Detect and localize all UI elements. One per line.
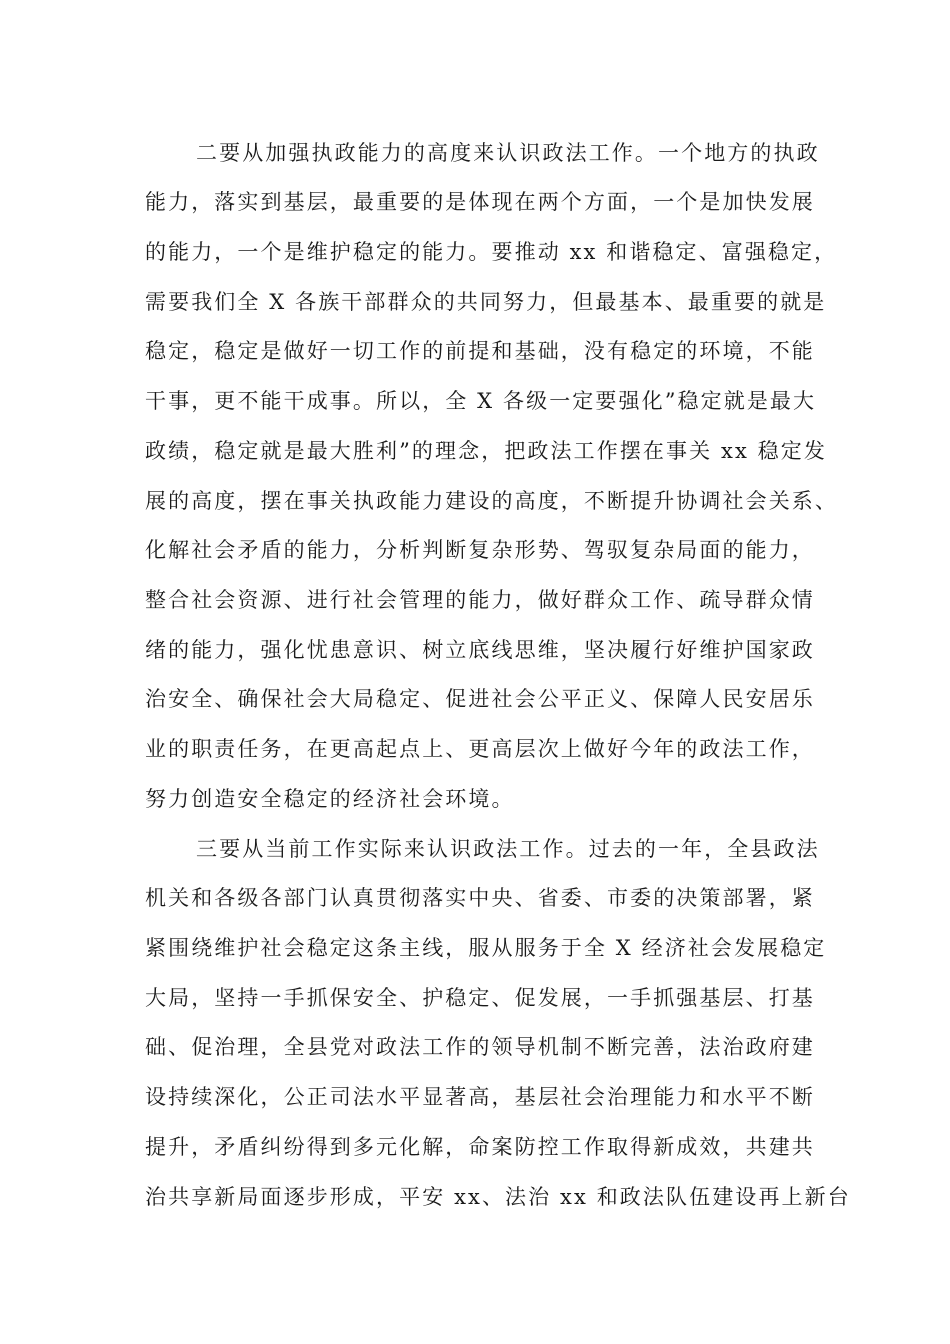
paragraph-line: 干事，更不能干成事。所以，全 X 各级一定要强化”稳定就是最大 bbox=[145, 389, 817, 413]
paragraph-line: 治安全、确保社会大局稳定、促进社会公平正义、保障人民安居乐 bbox=[145, 687, 815, 711]
paragraph-line: 的能力，一个是维护稳定的能力。要推动 xx 和谐稳定、富强稳定， bbox=[145, 240, 838, 264]
paragraph-line: 努力创造安全稳定的经济社会环境。 bbox=[145, 787, 515, 811]
paragraph-line: 治共享新局面逐步形成，平安 xx、法治 xx 和政法队伍建设再上新台 bbox=[145, 1185, 851, 1209]
paragraph-line: 化解社会矛盾的能力，分析判断复杂形势、驾驭复杂局面的能力， bbox=[145, 538, 815, 562]
paragraph-line: 础、促治理，全县党对政法工作的领导机制不断完善，法治政府建 bbox=[145, 1035, 815, 1059]
paragraph-line: 提升，矛盾纠纷得到多元化解，命案防控工作取得新成效，共建共 bbox=[145, 1135, 815, 1159]
paragraph-line: 能力，落实到基层，最重要的是体现在两个方面，一个是加快发展 bbox=[145, 190, 815, 214]
paragraph-line: 业的职责任务，在更高起点上、更高层次上做好今年的政法工作， bbox=[145, 737, 815, 761]
paragraph-line: 展的高度，摆在事关执政能力建设的高度，不断提升协调社会关系、 bbox=[145, 489, 838, 513]
paragraph-line: 机关和各级各部门认真贯彻落实中央、省委、市委的决策部署，紧 bbox=[145, 886, 815, 910]
paragraph-line: 三要从当前工作实际来认识政法工作。过去的一年，全县政法 bbox=[196, 837, 820, 861]
paragraph-line: 二要从加强执政能力的高度来认识政法工作。一个地方的执政 bbox=[196, 141, 820, 165]
paragraph-line: 设持续深化，公正司法水平显著高，基层社会治理能力和水平不断 bbox=[145, 1085, 815, 1109]
paragraph-line: 紧围绕维护社会稳定这条主线，服从服务于全 X 经济社会发展稳定 bbox=[145, 936, 827, 960]
paragraph-line: 绪的能力，强化忧患意识、树立底线思维，坚决履行好维护国家政 bbox=[145, 638, 815, 662]
paragraph-line: 政绩，稳定就是最大胜利”的理念，把政法工作摆在事关 xx 稳定发 bbox=[145, 439, 827, 463]
paragraph-line: 稳定，稳定是做好一切工作的前提和基础，没有稳定的环境，不能 bbox=[145, 339, 815, 363]
paragraph-line: 需要我们全 X 各族干部群众的共同努力，但最基本、最重要的就是 bbox=[145, 290, 827, 314]
paragraph-line: 整合社会资源、进行社会管理的能力，做好群众工作、疏导群众情 bbox=[145, 588, 815, 612]
paragraph-line: 大局，坚持一手抓保安全、护稳定、促发展，一手抓强基层、打基 bbox=[145, 986, 815, 1010]
